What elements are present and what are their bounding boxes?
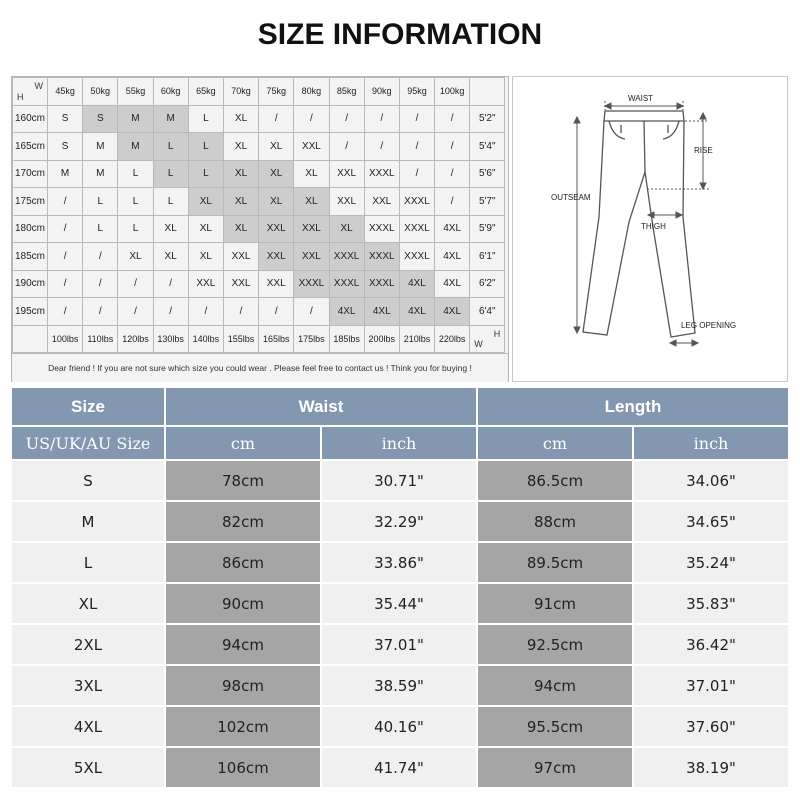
grid-size-cell: L xyxy=(118,215,153,243)
cell-waist-inch: 38.59" xyxy=(322,666,476,705)
grid-weight-kg: 80kg xyxy=(294,78,329,106)
grid-size-cell: L xyxy=(118,160,153,188)
grid-size-cell: XXL xyxy=(223,243,258,271)
grid-size-cell: 4XL xyxy=(435,270,470,298)
cell-waist-inch: 33.86" xyxy=(322,543,476,582)
grid-empty-cell xyxy=(470,78,505,106)
grid-size-cell: L xyxy=(83,215,118,243)
grid-size-cell: / xyxy=(259,105,294,133)
grid-size-cell: S xyxy=(83,105,118,133)
cell-length-cm: 92.5cm xyxy=(478,625,632,664)
grid-size-cell: XL xyxy=(223,188,258,216)
grid-row xyxy=(13,160,505,188)
outseam-label: OUTSEAM xyxy=(551,193,591,202)
cell-waist-cm: 102cm xyxy=(166,707,320,746)
grid-size-cell: / xyxy=(364,105,399,133)
grid-weight-kg: 60kg xyxy=(153,78,188,106)
grid-height-cm: 190cm xyxy=(13,270,48,298)
waist-header: Waist xyxy=(166,388,476,425)
grid-size-cell: XL xyxy=(329,215,364,243)
grid-size-cell: / xyxy=(399,160,434,188)
grid-weight-lbs-row xyxy=(13,325,505,353)
grid-size-cell: XL xyxy=(223,105,258,133)
grid-weight-lbs: 155lbs xyxy=(223,325,258,353)
grid-size-cell: / xyxy=(329,105,364,133)
waist-label: WAIST xyxy=(628,94,654,103)
grid-height-cm: 185cm xyxy=(13,243,48,271)
grid-weight-lbs: 100lbs xyxy=(48,325,83,353)
height-weight-size-grid xyxy=(11,76,509,382)
grid-corner-wh xyxy=(470,325,505,353)
grid-row xyxy=(13,105,505,133)
grid-size-cell: XXL xyxy=(188,270,223,298)
cell-waist-inch: 40.16" xyxy=(322,707,476,746)
grid-height-ft: 5'4" xyxy=(470,133,505,161)
cell-length-cm: 91cm xyxy=(478,584,632,623)
grid-row xyxy=(13,215,505,243)
grid-size-cell: M xyxy=(118,105,153,133)
rise-label: RISE xyxy=(694,146,713,155)
grid-size-cell: XL xyxy=(118,243,153,271)
grid-size-cell: XXL xyxy=(259,243,294,271)
leg-opening-label: LEG OPENING xyxy=(681,321,737,330)
grid-weight-kg: 75kg xyxy=(259,78,294,106)
cell-size: XL xyxy=(12,584,164,623)
grid-size-cell: / xyxy=(83,298,118,326)
grid-size-cell: / xyxy=(83,270,118,298)
grid-size-cell: XXL xyxy=(364,188,399,216)
grid-height-ft: 6'1" xyxy=(470,243,505,271)
grid-height-ft: 6'2" xyxy=(470,270,505,298)
corner-h-label: H xyxy=(17,91,24,102)
grid-row xyxy=(13,243,505,271)
grid-weight-kg: 100kg xyxy=(435,78,470,106)
cell-waist-inch: 37.01" xyxy=(322,625,476,664)
grid-corner-hw xyxy=(13,78,48,106)
cell-length-inch: 37.01" xyxy=(634,666,788,705)
grid-size-cell: 4XL xyxy=(435,298,470,326)
grid-size-cell: XXL xyxy=(294,215,329,243)
grid-row xyxy=(13,270,505,298)
grid-size-cell: / xyxy=(294,298,329,326)
grid-weight-lbs: 200lbs xyxy=(364,325,399,353)
grid-height-ft: 5'2" xyxy=(470,105,505,133)
grid-weight-lbs: 220lbs xyxy=(435,325,470,353)
grid-size-cell: XL xyxy=(259,133,294,161)
page-title: SIZE INFORMATION xyxy=(257,18,543,51)
grid-size-cell: / xyxy=(435,105,470,133)
grid-size-cell: / xyxy=(153,298,188,326)
grid-size-cell: XL xyxy=(153,215,188,243)
cell-length-inch: 34.65" xyxy=(634,502,788,541)
grid-height-ft: 5'9" xyxy=(470,215,505,243)
grid-height-cm: 180cm xyxy=(13,215,48,243)
waist-inch-subheader: inch xyxy=(322,427,476,459)
grid-weight-kg: 55kg xyxy=(118,78,153,106)
grid-weight-lbs: 110lbs xyxy=(83,325,118,353)
corner-w-label: W xyxy=(474,339,483,349)
grid-size-cell: XL xyxy=(188,243,223,271)
table-row xyxy=(12,666,788,705)
grid-size-cell: 4XL xyxy=(435,215,470,243)
grid-size-cell: 4XL xyxy=(399,270,434,298)
grid-size-cell: / xyxy=(294,105,329,133)
grid-size-cell: / xyxy=(48,188,83,216)
grid-size-cell: 4XL xyxy=(435,243,470,271)
grid-size-cell: XL xyxy=(294,188,329,216)
cell-waist-cm: 78cm xyxy=(166,461,320,500)
grid-size-cell: XL xyxy=(259,160,294,188)
cell-length-inch: 35.83" xyxy=(634,584,788,623)
grid-size-cell: S xyxy=(48,105,83,133)
grid-size-cell: L xyxy=(153,160,188,188)
table-header-row xyxy=(12,388,788,425)
grid-weight-kg: 65kg xyxy=(188,78,223,106)
grid-size-cell: / xyxy=(153,270,188,298)
grid-size-cell: XL xyxy=(294,160,329,188)
grid-size-cell: / xyxy=(118,270,153,298)
grid-size-cell: M xyxy=(153,105,188,133)
grid-size-cell: XXL xyxy=(223,270,258,298)
thigh-label: THIGH xyxy=(641,222,666,231)
length-inch-subheader: inch xyxy=(634,427,788,459)
grid-size-cell: XXL xyxy=(294,243,329,271)
grid-height-cm: 195cm xyxy=(13,298,48,326)
grid-height-ft: 5'6" xyxy=(470,160,505,188)
grid-height-cm: 170cm xyxy=(13,160,48,188)
grid-size-cell: L xyxy=(188,160,223,188)
cell-length-cm: 95.5cm xyxy=(478,707,632,746)
length-cm-subheader: cm xyxy=(478,427,632,459)
grid-size-cell: L xyxy=(153,188,188,216)
grid-size-cell: L xyxy=(83,188,118,216)
grid-size-cell: XXL xyxy=(259,270,294,298)
grid-weight-kg: 70kg xyxy=(223,78,258,106)
cell-waist-cm: 98cm xyxy=(166,666,320,705)
grid-size-cell: XL xyxy=(188,215,223,243)
grid-row xyxy=(13,133,505,161)
grid-size-cell: / xyxy=(223,298,258,326)
grid-size-cell: L xyxy=(153,133,188,161)
grid-size-cell: M xyxy=(83,160,118,188)
grid-weight-lbs: 165lbs xyxy=(259,325,294,353)
grid-weight-lbs: 175lbs xyxy=(294,325,329,353)
grid-weight-kg: 50kg xyxy=(83,78,118,106)
cell-length-cm: 94cm xyxy=(478,666,632,705)
cell-waist-inch: 41.74" xyxy=(322,748,476,787)
cell-size: 3XL xyxy=(12,666,164,705)
cell-size: 2XL xyxy=(12,625,164,664)
grid-height-ft: 6'4" xyxy=(470,298,505,326)
grid-size-cell: XXXL xyxy=(294,270,329,298)
grid-size-cell: XXXL xyxy=(399,188,434,216)
grid-size-cell: XL xyxy=(188,188,223,216)
grid-weight-kg: 95kg xyxy=(399,78,434,106)
cell-size: M xyxy=(12,502,164,541)
grid-size-cell: XXXL xyxy=(364,160,399,188)
grid-size-cell: M xyxy=(83,133,118,161)
grid-size-cell: XXL xyxy=(259,215,294,243)
grid-size-cell: XL xyxy=(223,133,258,161)
grid-weight-kg: 85kg xyxy=(329,78,364,106)
grid-size-cell: XXL xyxy=(329,188,364,216)
grid-size-cell: XXL xyxy=(329,160,364,188)
grid-size-cell: XXXL xyxy=(399,243,434,271)
grid-size-cell: XXXL xyxy=(364,215,399,243)
waist-cm-subheader: cm xyxy=(166,427,320,459)
grid-weight-lbs: 210lbs xyxy=(399,325,434,353)
cell-length-inch: 38.19" xyxy=(634,748,788,787)
grid-size-cell: / xyxy=(435,133,470,161)
cell-length-inch: 37.60" xyxy=(634,707,788,746)
size-subheader: US/UK/AU Size xyxy=(12,427,164,459)
grid-size-cell: / xyxy=(83,243,118,271)
size-grid-table xyxy=(12,77,505,353)
grid-size-cell: 4XL xyxy=(364,298,399,326)
cell-length-inch: 35.24" xyxy=(634,543,788,582)
grid-size-cell: L xyxy=(188,133,223,161)
cell-waist-cm: 90cm xyxy=(166,584,320,623)
cell-size: 4XL xyxy=(12,707,164,746)
grid-height-ft: 5'7" xyxy=(470,188,505,216)
grid-size-cell: M xyxy=(48,160,83,188)
grid-size-cell: XL xyxy=(223,160,258,188)
table-row xyxy=(12,748,788,787)
grid-size-cell: XXXL xyxy=(399,215,434,243)
pants-measurement-diagram xyxy=(512,76,788,382)
grid-size-cell: XL xyxy=(223,215,258,243)
grid-empty-cell xyxy=(13,325,48,353)
cell-size: L xyxy=(12,543,164,582)
grid-size-cell: / xyxy=(259,298,294,326)
grid-row xyxy=(13,188,505,216)
grid-size-cell: XL xyxy=(153,243,188,271)
grid-height-cm: 175cm xyxy=(13,188,48,216)
grid-size-cell: / xyxy=(399,105,434,133)
grid-weight-kg: 45kg xyxy=(48,78,83,106)
grid-size-cell: / xyxy=(48,243,83,271)
grid-size-cell: 4XL xyxy=(399,298,434,326)
cell-length-inch: 36.42" xyxy=(634,625,788,664)
cell-size: 5XL xyxy=(12,748,164,787)
cell-length-cm: 86.5cm xyxy=(478,461,632,500)
grid-size-cell: / xyxy=(435,188,470,216)
grid-size-cell: / xyxy=(188,298,223,326)
grid-note: Dear friend ! If you are not sure which size you could wear . Please feel free to contact us ! Think you for buying ! xyxy=(12,353,508,382)
cell-waist-cm: 106cm xyxy=(166,748,320,787)
table-row xyxy=(12,543,788,582)
grid-row xyxy=(13,298,505,326)
grid-size-cell: / xyxy=(435,160,470,188)
corner-w-label: W xyxy=(34,81,43,91)
grid-size-cell: XL xyxy=(259,188,294,216)
grid-size-cell: L xyxy=(188,105,223,133)
grid-size-cell: / xyxy=(399,133,434,161)
grid-size-cell: L xyxy=(118,188,153,216)
cell-length-inch: 34.06" xyxy=(634,461,788,500)
cell-length-cm: 89.5cm xyxy=(478,543,632,582)
grid-weight-kg: 90kg xyxy=(364,78,399,106)
grid-size-cell: 4XL xyxy=(329,298,364,326)
cell-size: S xyxy=(12,461,164,500)
length-header: Length xyxy=(478,388,788,425)
table-row xyxy=(12,584,788,623)
grid-weight-lbs: 120lbs xyxy=(118,325,153,353)
table-row xyxy=(12,461,788,500)
cell-waist-inch: 35.44" xyxy=(322,584,476,623)
cell-waist-cm: 86cm xyxy=(166,543,320,582)
grid-size-cell: / xyxy=(329,133,364,161)
grid-size-cell: / xyxy=(48,215,83,243)
cell-waist-inch: 32.29" xyxy=(322,502,476,541)
grid-size-cell: / xyxy=(118,298,153,326)
grid-size-cell: / xyxy=(48,270,83,298)
table-row xyxy=(12,625,788,664)
cell-waist-cm: 94cm xyxy=(166,625,320,664)
grid-size-cell: XXXL xyxy=(329,270,364,298)
grid-size-cell: XXXL xyxy=(364,243,399,271)
grid-weight-lbs: 185lbs xyxy=(329,325,364,353)
grid-weight-kg-row xyxy=(13,78,505,106)
table-row xyxy=(12,707,788,746)
grid-height-cm: 160cm xyxy=(13,105,48,133)
pants-outline-icon xyxy=(583,111,695,337)
grid-weight-lbs: 130lbs xyxy=(153,325,188,353)
grid-size-cell: / xyxy=(48,298,83,326)
size-header: Size xyxy=(12,388,164,425)
grid-size-cell: XXXL xyxy=(364,270,399,298)
grid-weight-lbs: 140lbs xyxy=(188,325,223,353)
cell-waist-inch: 30.71" xyxy=(322,461,476,500)
grid-size-cell: S xyxy=(48,133,83,161)
cell-length-cm: 97cm xyxy=(478,748,632,787)
grid-size-cell: M xyxy=(118,133,153,161)
grid-height-cm: 165cm xyxy=(13,133,48,161)
grid-size-cell: XXL xyxy=(294,133,329,161)
measurement-table xyxy=(10,386,790,789)
corner-h-label: H xyxy=(493,328,501,339)
cell-length-cm: 88cm xyxy=(478,502,632,541)
grid-size-cell: XXXL xyxy=(329,243,364,271)
table-subheader-row xyxy=(12,427,788,459)
table-row xyxy=(12,502,788,541)
grid-size-cell: / xyxy=(364,133,399,161)
cell-waist-cm: 82cm xyxy=(166,502,320,541)
